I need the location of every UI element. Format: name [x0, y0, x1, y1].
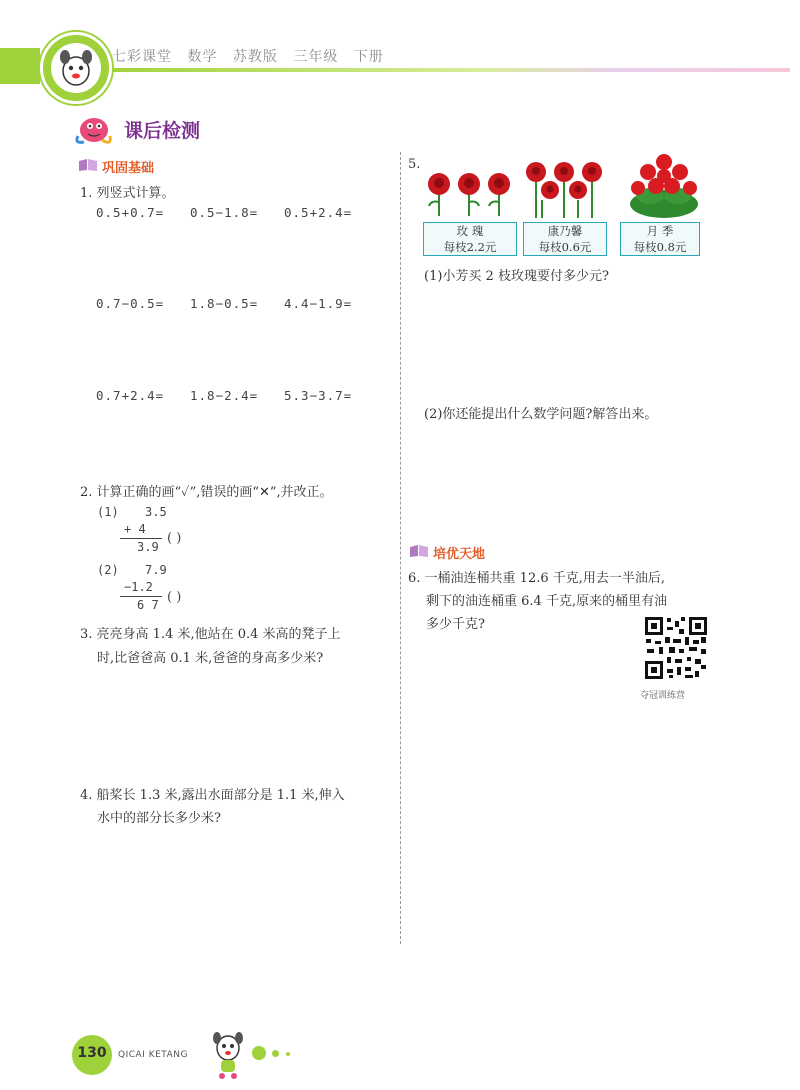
q2-item-2-number: (2) — [97, 563, 119, 577]
question-6-line3: 多少千克? — [426, 617, 485, 632]
mascot-logo — [40, 32, 112, 104]
calc-1-2: 0.5−1.8= — [190, 205, 259, 220]
mascot-fish-icon — [72, 110, 114, 148]
question-5-part-2: (2)你还能提出什么数学问题?解答出来。 — [424, 407, 658, 422]
q2-item-2-result: 6 7 — [137, 598, 159, 612]
china-rose-name: 月 季 — [646, 224, 674, 238]
question-5-number: 5. — [408, 157, 421, 172]
carnation-price-card — [523, 222, 607, 256]
q2-item-1-answer-blank[interactable]: ( ) — [167, 531, 182, 546]
subsection-basics: 巩固基础 — [102, 161, 155, 176]
question-5-part-1: (1)小芳买 2 枝玫瑰要付多少元? — [424, 269, 609, 284]
calc-1-1: 0.5+0.7= — [96, 205, 165, 220]
section-title: 课后检测 — [124, 120, 201, 142]
series-name: 七彩课堂 — [112, 49, 172, 65]
footer-mascot-icon — [208, 1030, 248, 1080]
rose-name: 玫 瑰 — [456, 224, 484, 238]
decor-dot-medium — [272, 1050, 279, 1057]
book-title — [112, 46, 394, 66]
q2-item-2-operand: −1.2 — [124, 580, 153, 594]
subject: 数学 — [187, 49, 218, 65]
question-3-line2: 时,比爸爸高 0.1 米,爸爸的身高多少米? — [97, 651, 324, 666]
question-6-line2: 剩下的油连桶重 6.4 千克,原来的桶里有油 — [426, 594, 668, 609]
calc-1-3: 0.5+2.4= — [284, 205, 353, 220]
calc-3-3: 5.3−3.7= — [284, 388, 353, 403]
qr-code-image[interactable] — [643, 615, 709, 681]
calc-2-3: 4.4−1.9= — [284, 296, 353, 311]
calc-2-1: 0.7−0.5= — [96, 296, 165, 311]
book-icon — [78, 158, 98, 172]
page-number: 130 — [77, 1045, 107, 1061]
calc-3-1: 0.7+2.4= — [96, 388, 165, 403]
qr-caption: 夺冠训练营 — [640, 691, 686, 701]
decor-dot-small — [286, 1052, 290, 1056]
edition: 苏教版 — [232, 49, 278, 65]
q2-item-1-number: (1) — [97, 505, 119, 519]
calc-2-2: 1.8−0.5= — [190, 296, 259, 311]
rose-price-card — [423, 222, 517, 256]
carnation-name: 康乃馨 — [547, 224, 583, 238]
rose-bouquet-image — [424, 170, 514, 220]
rose-price: 每枝2.2元 — [443, 240, 497, 254]
carnation-price: 每枝0.6元 — [538, 240, 592, 254]
book-icon-2 — [409, 544, 429, 558]
china-rose-price: 每枝0.8元 — [633, 240, 687, 254]
carnation-bouquet-image — [522, 160, 606, 220]
column-divider — [400, 152, 401, 944]
question-4-line2: 水中的部分长多少米? — [97, 811, 221, 826]
q2-item-1-rule — [120, 538, 162, 539]
brand-wordmark: QICAI KETANG — [118, 1050, 188, 1060]
q2-item-2-answer-blank[interactable]: ( ) — [167, 590, 182, 605]
china-rose-bush-image — [626, 152, 702, 220]
question-2-label: 2. 计算正确的画“✓”,错误的画“✕”,并改正。 — [80, 485, 333, 500]
q2-item-1-operand: + 4 — [124, 522, 146, 536]
calc-3-2: 1.8−2.4= — [190, 388, 259, 403]
question-1-label: 1. 列竖式计算。 — [80, 186, 175, 201]
q2-item-2-rule — [120, 596, 162, 597]
grade: 三年级 — [293, 49, 339, 65]
volume: 下册 — [353, 49, 384, 65]
mascot-icon — [51, 43, 101, 93]
question-6-line1: 6. 一桶油连桶共重 12.6 千克,用去一半油后, — [408, 571, 666, 586]
question-4-line1: 4. 船桨长 1.3 米,露出水面部分是 1.1 米,伸入 — [80, 788, 345, 803]
q2-item-1-top: 3.5 — [145, 505, 167, 519]
subsection-advanced: 培优天地 — [433, 547, 486, 562]
q2-item-1-result: 3.9 — [137, 540, 159, 554]
q2-item-2-top: 7.9 — [145, 563, 167, 577]
decor-dot-large — [252, 1046, 266, 1060]
question-3-line1: 3. 亮亮身高 1.4 米,他站在 0.4 米高的凳子上 — [80, 627, 341, 642]
china-rose-price-card — [620, 222, 700, 256]
